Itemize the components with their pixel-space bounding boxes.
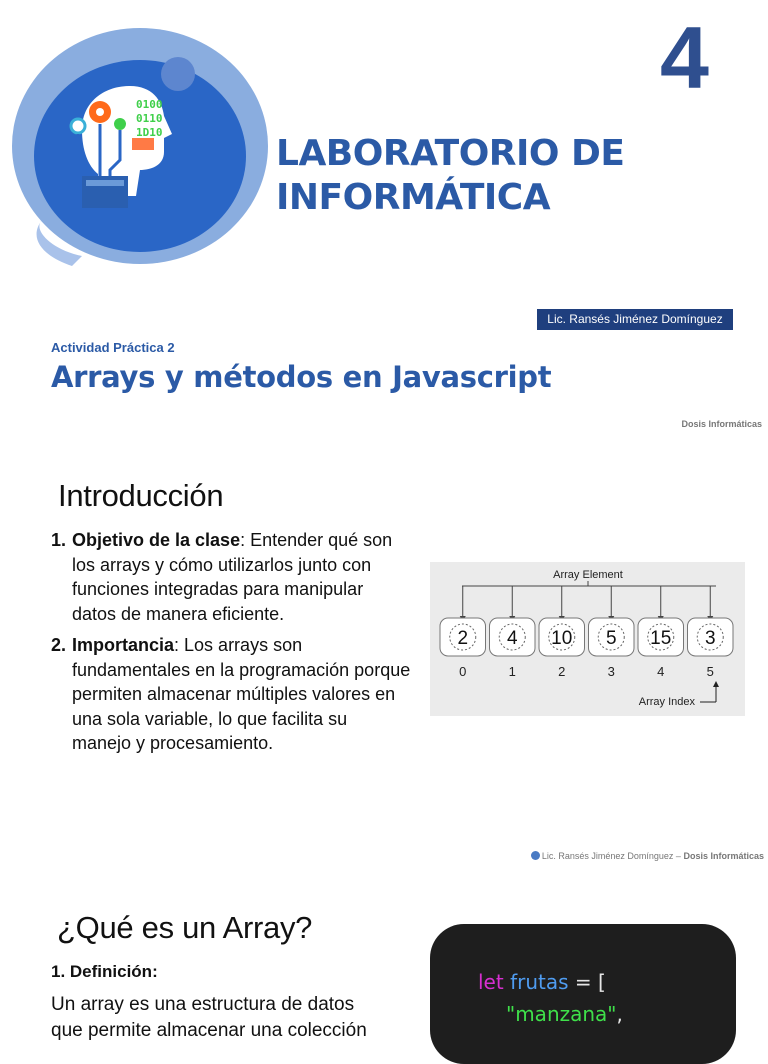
footer-credit (531, 851, 764, 861)
array-index: 3 (607, 664, 615, 679)
footer-brand: Dosis Informáticas (683, 851, 764, 861)
array-index: 5 (706, 664, 714, 679)
array-value: 2 (457, 628, 469, 649)
brand-label: Dosis Informáticas (681, 419, 762, 429)
code-keyword: let (478, 970, 504, 994)
array-index: 0 (459, 664, 467, 679)
cover-title (276, 132, 625, 220)
index-pointer-arrow (713, 681, 719, 687)
cover-title-line: LABORATORIO DE (276, 133, 625, 174)
logo-binary-line: 0100 (136, 98, 163, 111)
list-item (51, 528, 411, 626)
item-text: : Entender qué son los arrays y cómo utilizarlos junto con funciones integradas para manipular datos de manera eficiente. (72, 530, 393, 624)
globe-icon (531, 851, 540, 860)
item-heading: Importancia (72, 635, 175, 655)
code-variable: frutas (510, 970, 569, 994)
intro-title: Introducción (58, 478, 224, 513)
array-value: 5 (605, 628, 617, 649)
section-title: ¿Qué es un Array? (57, 910, 313, 945)
item-text: : Los arrays son fundamentales en la programación porque permiten almacenar múltiples valores en una sola variable, lo que facilita su manejo y procesamiento. (72, 635, 411, 753)
code-line (478, 998, 736, 1030)
array-value: 4 (506, 628, 518, 649)
array-value: 10 (551, 628, 573, 649)
logo-binary-text (136, 98, 163, 140)
array-index: 1 (508, 664, 516, 679)
logo-binary-line: 1D10 (136, 126, 163, 139)
code-string: "manzana" (506, 1002, 617, 1026)
code-operator: = [ (568, 970, 606, 994)
definition-label: 1. Definición: (51, 962, 158, 981)
array-index: 2 (558, 664, 566, 679)
author-badge: Lic. Ransés Jiménez Domínguez (537, 309, 733, 330)
activity-title: Arrays y métodos en Javascript (51, 360, 552, 394)
list-number: 1. (51, 530, 67, 550)
intro-list (51, 528, 411, 763)
list-number: 2. (51, 635, 67, 655)
activity-label: Actividad Práctica 2 (51, 340, 175, 355)
lab-logo (12, 20, 274, 266)
array-diagram (430, 562, 745, 716)
logo-binary-line: 0110 (136, 112, 163, 125)
code-snippet (430, 924, 736, 1064)
array-value: 3 (704, 628, 716, 649)
footer-author: Lic. Ransés Jiménez Domínguez – (541, 851, 681, 861)
list-item (51, 633, 411, 756)
definition-text: Un array es una estructura de datos que permite almacenar una colección (51, 994, 367, 1041)
array-index-label: Array Index (638, 696, 695, 708)
cover-title-line: INFORMÁTICA (276, 177, 551, 218)
array-value: 15 (650, 628, 672, 649)
array-diagram-svg (430, 562, 745, 716)
array-element-label: Array Element (553, 569, 623, 581)
page-number: 4 (660, 8, 709, 107)
array-index: 4 (657, 664, 665, 679)
code-comma: , (616, 1002, 623, 1026)
item-heading: Objetivo de la clase (72, 530, 241, 550)
